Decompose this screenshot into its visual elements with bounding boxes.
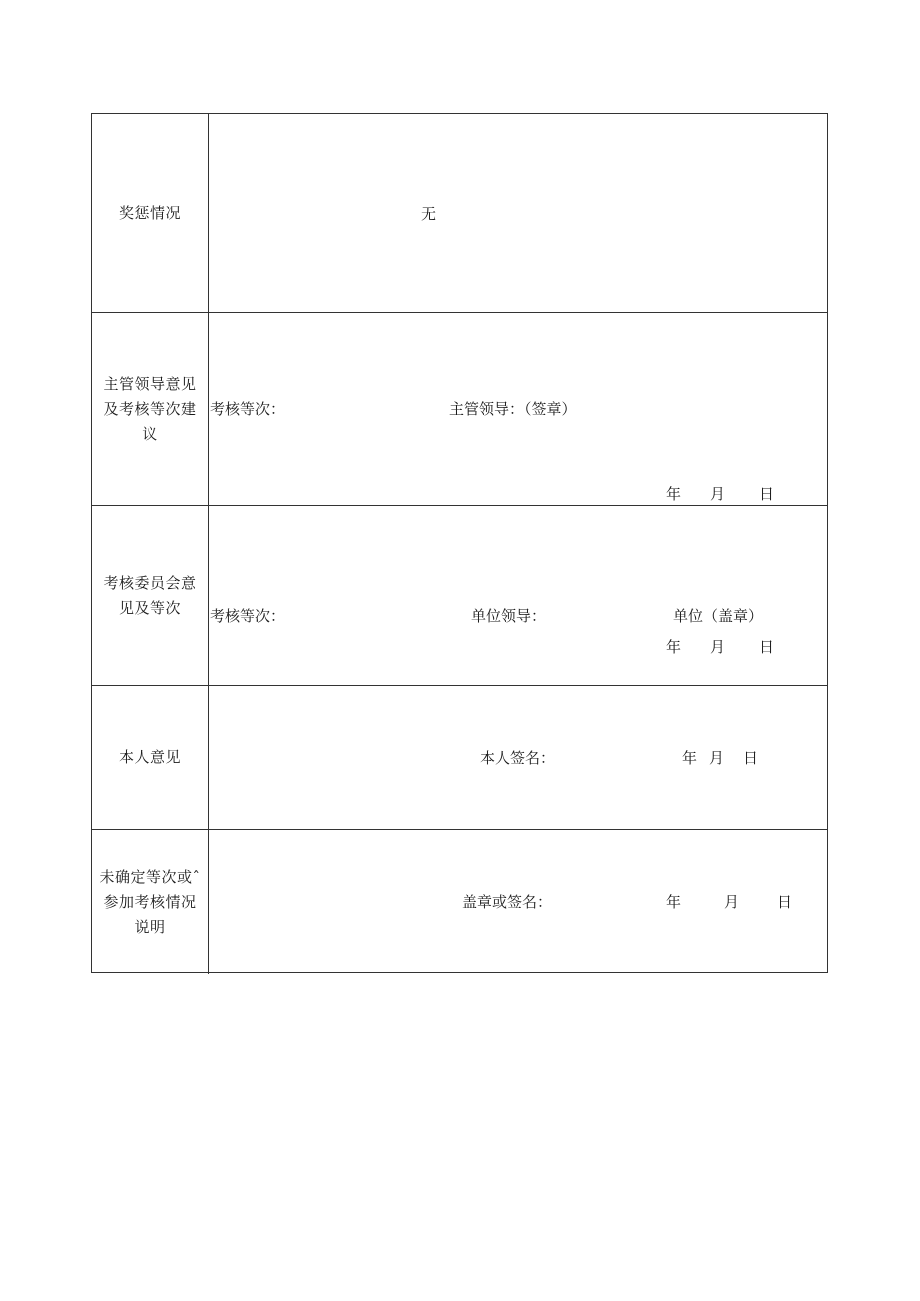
personal-date-year: 年 <box>682 749 698 767</box>
supervisor-content-cell[interactable] <box>209 313 827 505</box>
appraisal-form-table <box>91 113 828 973</box>
personal-signature-label: 本人签名： <box>480 749 556 767</box>
rewards-row <box>92 114 827 313</box>
committee-label: 考核委员会意 见及等次 <box>103 573 197 617</box>
supervisor-signature-label: 主管领导：（签章） <box>449 400 577 418</box>
committee-stamp-label: 单位（盖章） <box>673 607 764 625</box>
rewards-label: 奖惩情况 <box>118 203 181 222</box>
personal-date-month: 月 <box>709 749 725 767</box>
supervisor-label: 主管领导意见 及考核等次建 议 <box>103 374 197 443</box>
committee-date-day: 日 <box>759 638 775 656</box>
supervisor-row <box>92 313 827 506</box>
committee-date-month: 月 <box>710 638 726 656</box>
committee-label-cell <box>92 506 209 685</box>
supervisor-date-month: 月 <box>710 485 726 503</box>
committee-leader-label: 单位领导： <box>471 607 547 625</box>
committee-date-year: 年 <box>666 638 682 656</box>
undetermined-date-day: 日 <box>777 893 793 911</box>
undetermined-content-cell[interactable] <box>209 830 827 974</box>
personal-label: 本人意见 <box>118 748 181 766</box>
rewards-value: 无 <box>421 205 437 223</box>
personal-row <box>92 686 827 830</box>
rewards-content-cell[interactable] <box>209 114 827 312</box>
committee-grade-label: 考核等次： <box>210 607 286 625</box>
supervisor-label-cell <box>92 313 209 505</box>
committee-content-cell[interactable] <box>209 506 827 685</box>
supervisor-date-year: 年 <box>666 485 682 503</box>
undetermined-row <box>92 830 827 974</box>
supervisor-date-day: 日 <box>759 485 775 503</box>
personal-date-day: 日 <box>743 749 759 767</box>
undetermined-signature-label: 盖章或签名： <box>462 893 553 911</box>
committee-row <box>92 506 827 686</box>
personal-label-cell <box>92 686 209 829</box>
supervisor-grade-label: 考核等次： <box>210 400 286 418</box>
undetermined-label-cell <box>92 830 209 974</box>
undetermined-label: 未确定等次或ˆ 参加考核情况 说明 <box>99 867 201 936</box>
undetermined-date-year: 年 <box>666 893 682 911</box>
rewards-label-cell <box>92 114 209 312</box>
undetermined-date-month: 月 <box>724 893 740 911</box>
personal-content-cell[interactable] <box>209 686 827 829</box>
